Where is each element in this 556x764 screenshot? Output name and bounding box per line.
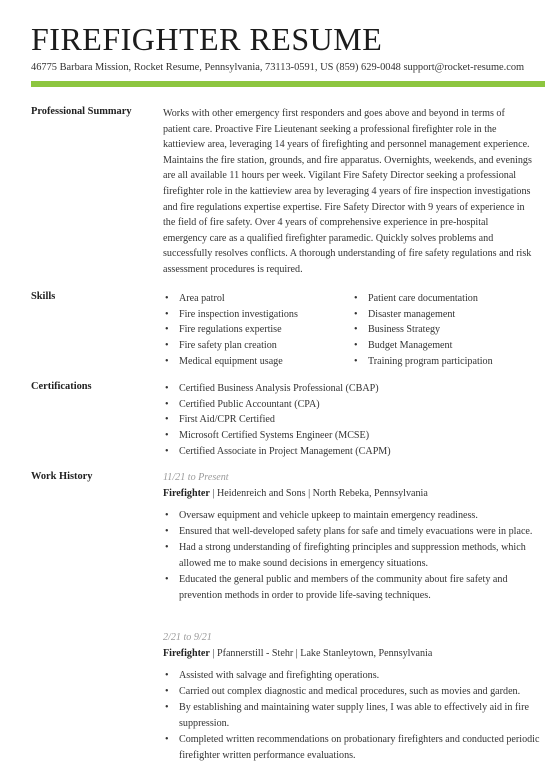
- job-bullet: • Completed written recommendations on probationary firefighters and conducted periodic firefighter written performance evaluations.: [163, 732, 548, 764]
- job-bullet: • Oversaw equipment and vehicle upkeep to maintain emergency readiness.: [163, 508, 548, 524]
- certifications-list: [163, 381, 533, 460]
- job-heading: [163, 487, 548, 501]
- skills-list-right: [352, 291, 532, 370]
- skill-item: • Area patrol: [163, 291, 343, 307]
- section-label-work-history: Work History: [31, 471, 93, 482]
- section-label-skills: Skills: [31, 291, 56, 302]
- job-bullet: • Had a strong understanding of firefighting principles and suppression methods, which allowed me to make sound decisions in emergency situations.: [163, 540, 548, 572]
- job-bullet: • Assisted with salvage and firefighting operations.: [163, 668, 548, 684]
- job-title: Firefighter: [163, 648, 210, 659]
- job-bullet: • Ensured that well-developed safety plans for safe and timely evacuations were in place.: [163, 524, 548, 540]
- summary-text: Works with other emergency first responders and goes above and beyond in terms of patient care. Proactive Fire Lieutenant seeking a professional firefighter role in the kattieview area, leveraging 14 years of firefighting and personnel management experience. Maintains the fire station, grounds, and fire apparatus. Overnights, weekends, and evenings are all available 11 hours per week. Vigilant Fire Safety Director seeking a professional firefighter role in the kattieview area by leveraging 4 years of fire inspection investigations and fire regulations expertise expertise. Fire Safety Director with 9 years of experience in the field of fire safety. Over 4 years of comprehensive experience in pre-hospital emergency care as a qualified firefighter paramedic. Quickly solves problems and successfully resolves conflicts. A thorough understanding of fire safety regulations and risk assessment procedures is required.: [163, 108, 532, 275]
- certification-item: • Certified Associate in Project Management (CAPM): [163, 444, 533, 460]
- skill-item: • Budget Management: [352, 338, 532, 354]
- job-entry-1: [163, 471, 548, 603]
- job-employer-location: | Heidenreich and Sons | North Rebeka, Pennsylvania: [209, 488, 428, 499]
- job-dates: 11/21 to Present: [163, 472, 229, 483]
- skill-item: • Training program participation: [352, 354, 532, 370]
- certification-item: • Certified Public Accountant (CPA): [163, 397, 533, 413]
- skill-item: • Fire regulations expertise: [163, 322, 343, 338]
- job-heading: [163, 647, 548, 661]
- skill-item: • Disaster management: [352, 307, 532, 323]
- job-bullet: • By establishing and maintaining water supply lines, I was able to effectively aid in fire suppression.: [163, 700, 548, 732]
- job-bullet: • Carried out complex diagnostic and medical procedures, such as movies and garden.: [163, 684, 548, 700]
- job-title: Firefighter: [163, 488, 210, 499]
- certification-item: • Certified Business Analysis Professional (CBAP): [163, 381, 533, 397]
- job-bullets: [163, 668, 548, 763]
- skill-item: • Fire safety plan creation: [163, 338, 343, 354]
- accent-divider: [31, 81, 545, 87]
- certification-item: • First Aid/CPR Certified: [163, 412, 533, 428]
- certification-item: • Microsoft Certified Systems Engineer (MCSE): [163, 428, 533, 444]
- job-employer-location: | Pfannerstill - Stehr | Lake Stanleytown, Pennsylvania: [209, 648, 433, 659]
- section-label-summary: Professional Summary: [31, 106, 132, 117]
- skill-item: • Medical equipment usage: [163, 354, 343, 370]
- job-bullet: • Educated the general public and members of the community about fire safety and prevention methods in order to provide life-saving techniques.: [163, 572, 548, 604]
- contact-line: 46775 Barbara Mission, Rocket Resume, Pennsylvania, 73113-0591, US (859) 629-0048 support@rocket-resume.com: [31, 62, 525, 73]
- job-entry-2: [163, 631, 548, 763]
- resume-title: FIREFIGHTER RESUME: [31, 21, 383, 57]
- skill-item: • Fire inspection investigations: [163, 307, 343, 323]
- skills-list-left: [163, 291, 343, 370]
- skill-item: • Patient care documentation: [352, 291, 532, 307]
- section-label-certifications: Certifications: [31, 381, 92, 392]
- job-dates: 2/21 to 9/21: [163, 632, 212, 643]
- job-bullets: [163, 508, 548, 603]
- skill-item: • Business Strategy: [352, 322, 532, 338]
